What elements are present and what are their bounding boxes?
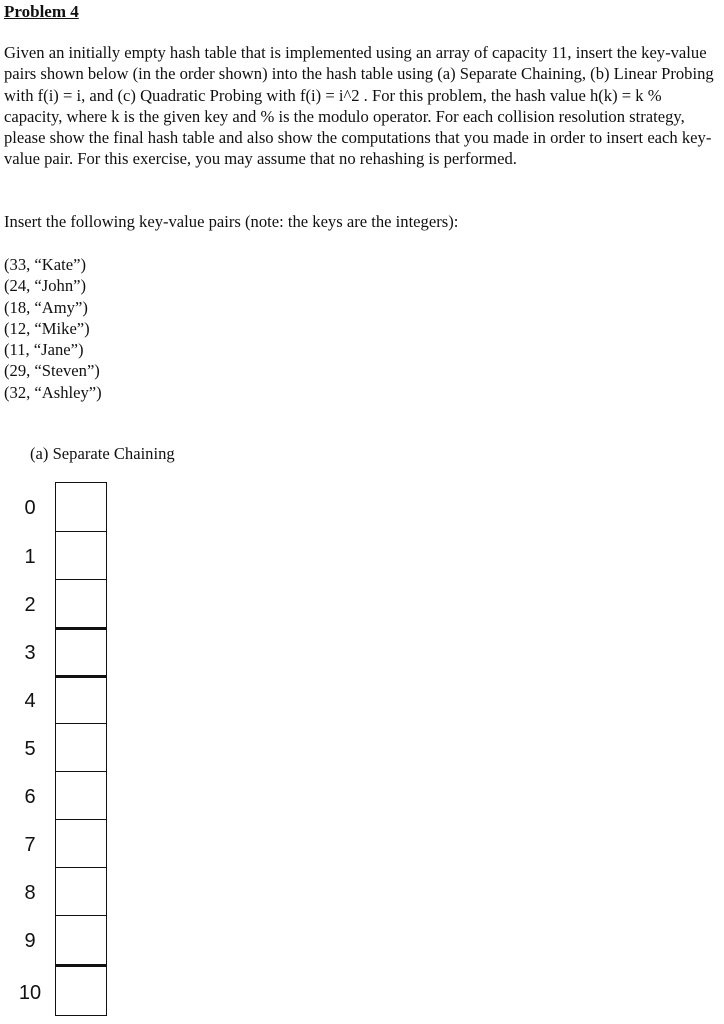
hash-slot-2[interactable]	[55, 579, 107, 627]
problem-description: Given an initially empty hash table that is implemented using an array of capacity 11, insert the key-value pairs shown below (in the order shown) into the hash table using (a) Separate Chaining, (b) Linear Probing with f(i) = i, and (c) Quadratic Probing with f(i) = i^2 . For this problem, the hash value h(k) = k % capacity, where k is the given key and % is the modulo operator. For each collision resolution strategy, please show the final hash table and also show the computations that you made in order to insert each key-value pair. For this exercise, you may assume that no rehashing is performed.	[4, 43, 714, 169]
hash-slot-7[interactable]	[55, 819, 107, 867]
key-value-pair: (18, “Amy”)	[4, 297, 88, 317]
hash-index-label: 9	[24, 930, 36, 952]
hash-slot-4[interactable]	[55, 675, 107, 723]
key-value-pair: (32, “Ashley”)	[4, 382, 102, 402]
hash-slot-3[interactable]	[55, 627, 107, 675]
key-value-pairs-list	[4, 254, 102, 403]
hash-index-label: 1	[24, 546, 36, 568]
hash-slot-10[interactable]	[55, 964, 107, 1016]
key-value-pair: (11, “Jane”)	[4, 340, 84, 360]
hash-index-label: 4	[24, 690, 36, 712]
hash-index-label: 10	[18, 982, 42, 1004]
hash-index-label: 2	[24, 594, 36, 616]
problem-title: Problem 4	[4, 2, 79, 21]
hash-index-label: 8	[24, 882, 36, 904]
hash-index-label: 3	[24, 642, 36, 664]
key-value-pair: (12, “Mike”)	[4, 318, 90, 338]
key-value-pair: (24, “John”)	[4, 276, 87, 296]
separate-chaining-label: (a) Separate Chaining	[30, 444, 175, 463]
hash-slot-6[interactable]	[55, 771, 107, 819]
hash-slot-8[interactable]	[55, 867, 107, 915]
hash-index-label: 6	[24, 786, 36, 808]
hash-slot-0[interactable]	[55, 482, 107, 531]
hash-table	[0, 482, 120, 1018]
key-value-pair: (33, “Kate”)	[4, 255, 86, 274]
hash-slot-9[interactable]	[55, 915, 107, 964]
insert-instruction: Insert the following key-value pairs (note: the keys are the integers):	[4, 212, 459, 231]
hash-slot-5[interactable]	[55, 723, 107, 771]
hash-index-label: 5	[24, 738, 36, 760]
hash-index-label: 7	[24, 834, 36, 856]
hash-slot-1[interactable]	[55, 531, 107, 579]
hash-index-label: 0	[24, 497, 36, 519]
key-value-pair: (29, “Steven”)	[4, 361, 100, 381]
